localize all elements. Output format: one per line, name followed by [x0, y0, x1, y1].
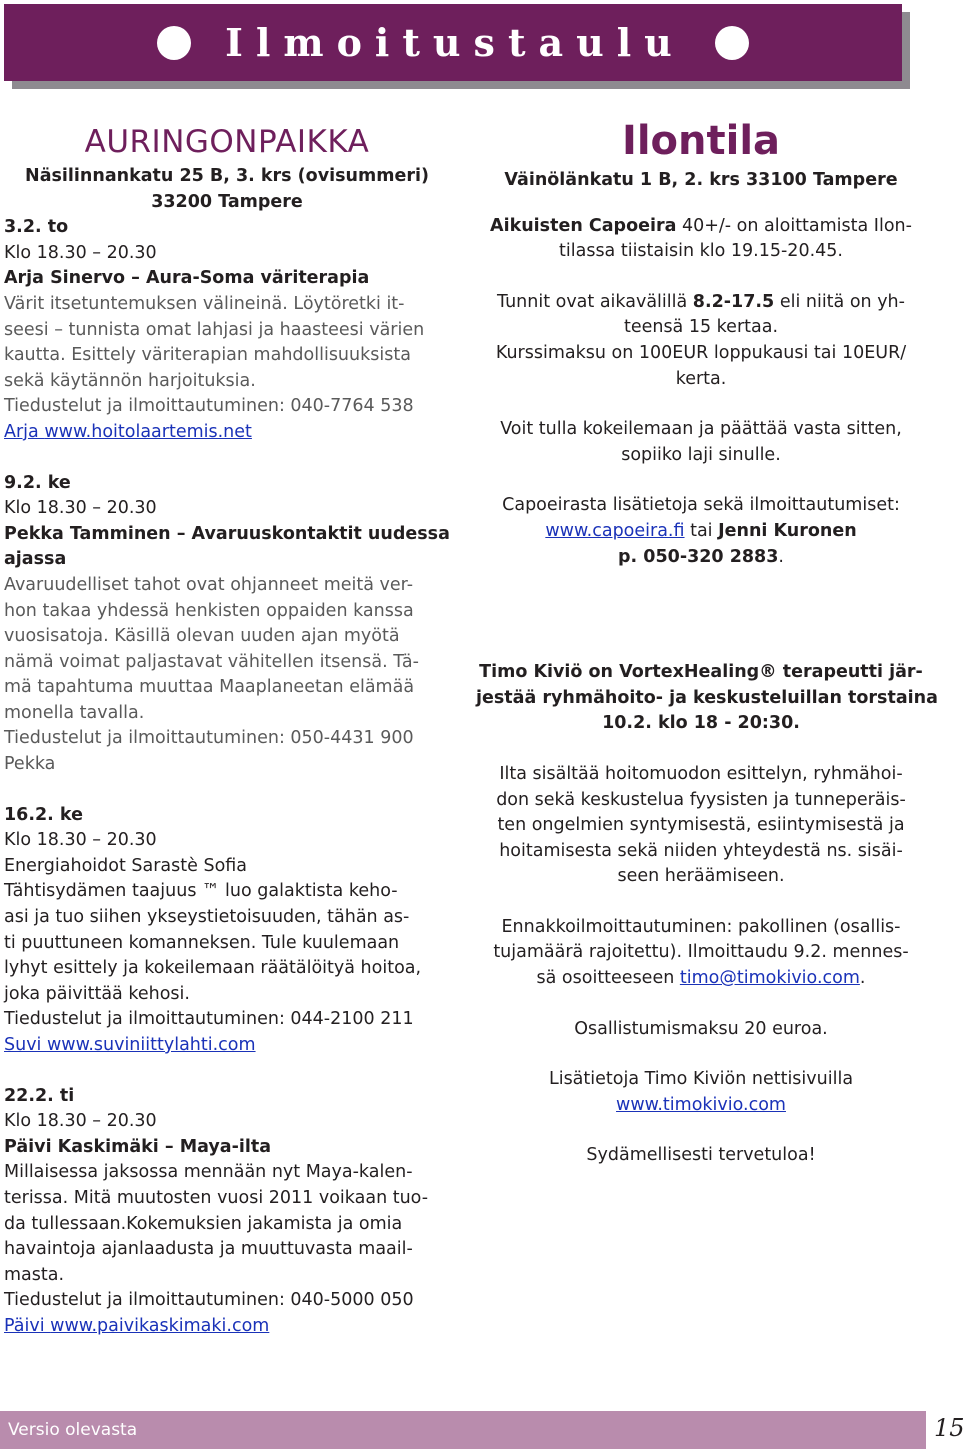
vortex-title: 10.2. klo 18 - 20:30. — [602, 713, 800, 734]
event-text: terissa. Mitä muutosten vuosi 2011 voikaan tuo- — [4, 1187, 429, 1208]
event-date: 3.2. to — [4, 217, 69, 238]
vortex-text: tujamäärä rajoitettu). Ilmoittaudu 9.2. mennes- — [493, 942, 909, 963]
event-text: lyhyt esittely ja kokeilemaan räätälöityä hoitoa, — [4, 958, 422, 979]
capoeira-text: kerta. — [675, 368, 727, 389]
event-text: mä tapahtuma muuttaa Maaplaneetan elämää — [4, 677, 415, 698]
contact-link[interactable]: www.hoitolaartemis.net — [44, 421, 252, 442]
capoeira-text-part: . — [778, 546, 784, 567]
footer-bar — [0, 1411, 926, 1449]
event-text: kautta. Esittely väriterapian mahdollisuuksista — [4, 345, 411, 366]
vortex-text: don sekä keskustelua fyysisten ja tunneperäis- — [496, 789, 906, 810]
capoeira-text-part: Tunnit ovat aikavälillä — [497, 291, 693, 312]
event-text: sekä käytännön harjoituksia. — [4, 370, 256, 391]
event-title: ajassa — [4, 549, 67, 570]
capoeira-text: teensä 15 kertaa. — [623, 317, 779, 338]
capoeira-text-part: 40+/- on aloittamista Ilon- — [676, 215, 912, 236]
vortex-info-link-line — [476, 1093, 926, 1119]
email-link[interactable]: timo@timokivio.com — [679, 968, 860, 989]
event-time: Klo 18.30 – 20.30 — [4, 1111, 157, 1132]
event-text: seesi – tunnista omat lahjasi ja haasteesi värien — [4, 319, 425, 340]
vortex-text-part: sä osoitteeseen — [536, 968, 680, 989]
capoeira-text: Capoeirasta lisätietoja sekä ilmoittautumiset: — [502, 495, 900, 516]
event-text: asi ja tuo siihen ykseystietoisuuden, tähän as- — [4, 907, 410, 928]
event-text: Tiedustelut ja ilmoittautuminen: 050-4431 900 — [4, 728, 414, 749]
contact-phone: p. 050-320 2883 — [618, 546, 779, 567]
event-contact — [4, 1033, 450, 1059]
capoeira-text: Kurssimaksu on 100EUR loppukausi tai 10EUR/ — [495, 342, 907, 363]
venue-address: Näsilinnankatu 25 B, 3. krs (ovisummeri) — [25, 166, 429, 186]
event-text: Pekka — [4, 754, 56, 775]
footer-text: Versio olevasta — [8, 1420, 138, 1440]
header-banner — [4, 4, 902, 81]
bullet-dot-icon — [715, 26, 749, 60]
page-number: 15 — [934, 1414, 965, 1442]
page-title: Ilmoitustaulu — [225, 20, 685, 65]
website-link[interactable]: www.timokivio.com — [616, 1094, 786, 1115]
vortex-text: hoitamisesta sekä niiden yhteydestä ns. sisäi- — [499, 840, 903, 861]
event-time: Klo 18.30 – 20.30 — [4, 830, 157, 851]
capoeira-text: Voit tulla kokeilemaan ja päättää vasta sitten, — [500, 419, 902, 440]
capoeira-text-part: eli niitä on yh- — [774, 291, 905, 312]
event-title: Energiahoidot Sarastè Sofia — [4, 855, 248, 876]
vortex-title: Timo Kiviö on VortexHealing® terapeutti jär- — [479, 662, 923, 683]
vortex-text: ten ongelmien syntymisestä, esiintymisestä ja — [497, 815, 905, 836]
contact-link[interactable]: Päivi — [4, 1315, 51, 1336]
event-date: 9.2. ke — [4, 472, 71, 493]
vortex-welcome: Sydämellisesti tervetuloa! — [586, 1145, 816, 1166]
contact-link[interactable]: www.suviniittylahti.com — [46, 1035, 256, 1055]
event-time: Klo 18.30 – 20.30 — [4, 242, 157, 263]
vortex-text: seen heräämiseen. — [617, 866, 785, 887]
capoeira-phone-line — [476, 545, 926, 571]
event-text: joka päivittää kehosi. — [4, 983, 190, 1004]
capoeira-contact — [476, 519, 926, 545]
event-text: Millaisessa jaksossa mennään nyt Maya-kalen- — [4, 1162, 413, 1183]
event-text: Tiedustelut ja ilmoittautuminen: 040-5000 050 — [4, 1290, 414, 1311]
venue-title: Ilontila — [621, 118, 781, 164]
capoeira-text-part: tai — [684, 520, 719, 541]
event-text: masta. — [4, 1264, 65, 1285]
capoeira-link[interactable]: www.capoeira.fi — [545, 520, 685, 541]
capoeira-text: sopiiko laji sinulle. — [621, 444, 781, 465]
event-title: Päivi Kaskimäki – Maya-ilta — [4, 1136, 272, 1157]
event-text: Tiedustelut ja ilmoittautuminen: 044-2100 211 — [4, 1009, 414, 1030]
event-contact — [4, 420, 450, 446]
capoeira-text — [476, 290, 926, 316]
venue-address: 33200 Tampere — [151, 191, 303, 212]
event-text: havaintoja ajanlaadusta ja muuttuvasta maail- — [4, 1239, 413, 1260]
vortex-fee: Osallistumismaksu 20 euroa. — [574, 1018, 828, 1039]
right-column — [476, 118, 938, 1169]
event-text: monella tavalla. — [4, 702, 145, 723]
event-title: Pekka Tamminen – Avaruuskontaktit uudessa — [4, 523, 450, 544]
vortex-info: Lisätietoja Timo Kiviön nettisivuilla — [548, 1069, 854, 1090]
event-date: 16.2. ke — [4, 804, 83, 825]
event-contact — [4, 1314, 450, 1340]
event-text: nämä voimat paljastavat vähitellen itsensä. Tä- — [4, 651, 419, 672]
event-title: Arja Sinervo – Aura-Soma väriterapia — [4, 268, 370, 289]
capoeira-title: Aikuisten Capoeira — [490, 215, 677, 236]
contact-link[interactable]: Arja — [4, 421, 45, 442]
event-text: Avaruudelliset tahot ovat ohjanneet meitä ver- — [4, 574, 414, 595]
event-text: ti puuttuneen komanneksen. Tule kuulemaan — [4, 932, 400, 953]
contact-link[interactable]: www.paivikaskimaki.com — [50, 1315, 270, 1336]
contact-name: Jenni Kuronen — [718, 520, 857, 541]
bullet-dot-icon — [157, 26, 191, 60]
event-text: Värit itsetuntemuksen välineinä. Löytöretki it- — [4, 293, 405, 314]
event-text: vuosisatoja. Käsillä olevan uuden ajan myötä — [4, 626, 400, 647]
venue-address: Väinölänkatu 1 B, 2. krs 33100 Tampere — [504, 170, 898, 190]
vortex-text: Ilta sisältää hoitomuodon esittelyn, ryhmähoi- — [499, 763, 903, 784]
vortex-text — [476, 966, 926, 992]
vortex-text: Ennakkoilmoittautuminen: pakollinen (osallis- — [501, 916, 901, 937]
left-column — [4, 118, 450, 1340]
event-date: 22.2. ti — [4, 1085, 75, 1106]
capoeira-text: tilassa tiistaisin klo 19.15-20.45. — [559, 241, 843, 262]
event-text: Tähtisydämen taajuus ™ luo galaktista keho- — [4, 881, 398, 902]
venue-title: AURINGONPAIKKA — [84, 124, 370, 160]
event-text: da tullessaan.Kokemuksien jakamista ja omia — [4, 1213, 403, 1234]
contact-link[interactable]: Suvi — [4, 1035, 47, 1055]
capoeira-dates: 8.2-17.5 — [692, 291, 775, 312]
capoeira-text — [476, 214, 926, 240]
vortex-text-part: . — [859, 968, 866, 989]
event-time: Klo 18.30 – 20.30 — [4, 498, 157, 519]
event-text: Tiedustelut ja ilmoittautuminen: 040-7764 538 — [4, 396, 414, 417]
event-text: hon takaa yhdessä henkisten oppaiden kanssa — [4, 600, 414, 621]
vortex-title: jestää ryhmähoito- ja keskusteluillan torstaina — [476, 687, 938, 708]
